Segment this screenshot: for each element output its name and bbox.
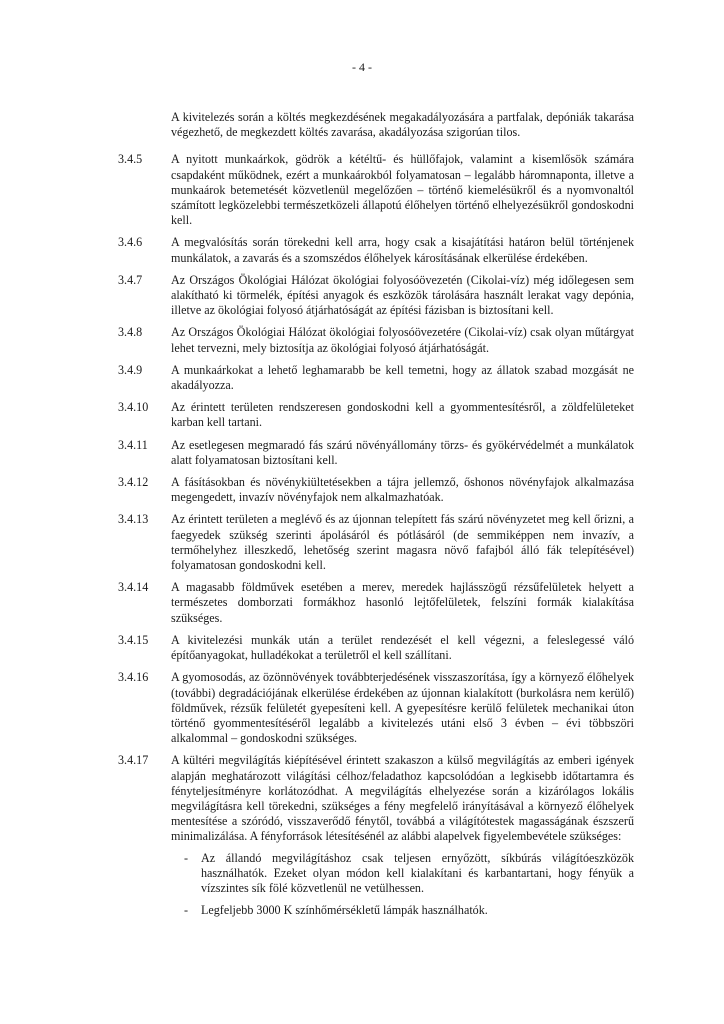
section-number: 3.4.5 (118, 152, 143, 167)
section-text: A gyomosodás, az özönnövények továbbterjedésének visszaszorítása, így a környező élőhelyek (további) degradációjának elkerülése érdekében az újonnan kialakított (burkolásra nem kerülő) földművek, rézsűk felületét gyepesíteni kell. A gyepesítésre kerülő felületek mechanikai úton történő gyommentesítéséről legalább a kivitelezés utáni első 3 évben – évi többszöri alkalommal – gondoskodni szükséges. (171, 670, 634, 746)
section-text: Az Országos Ökológiai Hálózat ökológiai folyosóövezetére (Cikolai-víz) csak olyan műtárgyat lehet tervezni, mely biztosítja az ökológiai folyosó átjárhatóságát. (171, 325, 634, 355)
section-item (118, 152, 634, 228)
section-number: 3.4.13 (118, 512, 149, 527)
section-item (118, 512, 634, 573)
section-item (118, 235, 634, 265)
section-number: 3.4.15 (118, 632, 149, 647)
bullet-dash: - (183, 903, 189, 918)
page-number: - 4 - (352, 60, 372, 74)
section-number: 3.4.14 (118, 580, 149, 595)
section-number: 3.4.17 (118, 753, 149, 768)
section-number: 3.4.11 (118, 437, 148, 452)
section-number: 3.4.6 (118, 235, 143, 250)
section-text: A nyitott munkaárkok, gödrök a kétéltű- és hüllőfajok, valamint a kisemlősök számára csapdaként működnek, ezért a munkaárokból folyamatosan – legalább háromnaponta, illetve a munkaárok betemetését közvetlenül megelőzően – történő kiemelésükről és a nyomvonaltól számított legközelebbi természetközeli állapotú élőhelyen történő elhelyezésükről gondoskodni kell. (171, 152, 634, 228)
section-item (118, 363, 634, 393)
bullet-dash: - (183, 850, 189, 865)
section-item (118, 273, 634, 319)
bullet-text: Az állandó megvilágításhoz csak teljesen ernyőzött, síkbúrás világítóeszközök használhatók. Ezeket olyan módon kell kialakítani és karbantartani, hogy fényük a vízszintes sík fölé közvetlenül ne vetülhessen. (201, 850, 634, 895)
section-item (118, 633, 634, 663)
section-number: 3.4.16 (118, 670, 149, 685)
list-item (171, 903, 634, 918)
bullet-text: Legfeljebb 3000 K színhőmérsékletű lámpák használhatók. (201, 903, 488, 918)
section-number: 3.4.8 (118, 325, 143, 340)
section-text: Az esetlegesen megmaradó fás szárú növényállomány törzs- és gyökérvédelmét a munkálatok alatt folyamatosan biztosítani kell. (171, 437, 634, 467)
section-number: 3.4.10 (118, 400, 149, 415)
section-text: Az Országos Ökológiai Hálózat ökológiai folyosóövezetén (Cikolai-víz) még időlegesen sem alakítható ki törmelék, építési anyagok és eszközök tárolására használt lerakat vagy depónia, illetve az ökológiai folyosó átjárhatóságát az építési fázisban is biztosítani kell. (171, 272, 634, 318)
section-text: Az érintett területen a meglévő és az újonnan telepített fás szárú növényzetet meg kell őrizni, a faegyedek szükség szerinti ápolásáról és pótlásáról (de semmiképpen nem invazív, a termőhelyhez illeszkedő, lehetőség szerint magasra növő fafajból álló fák telepítésével) folyamatosan gondoskodni kell. (171, 512, 634, 573)
section-item (118, 325, 634, 355)
section-text: A kivitelezési munkák után a terület rendezését el kell végezni, a feleslegessé váló építőanyagokat, hulladékokat a területről el kell szállítani. (171, 632, 634, 663)
section-text: Az érintett területen rendszeresen gondoskodni kell a gyommentesítésről, a zöldfelületeket karban kell tartani. (171, 400, 634, 430)
section-item (118, 753, 634, 925)
section-text: A megvalósítás során törekedni kell arra, hogy csak a kisajátítási határon belül történjenek munkálatok, a zavarás és a szomszédos élőhelyek károsításának elkerülése érdekében. (171, 235, 634, 265)
intro-paragraph: A kivitelezés során a költés megkezdésének megakadályozására a partfalak, depóniák takarása végezhető, de megkezdett költés zavarása, akadályozása szigorúan tilos. (171, 110, 634, 140)
section-item (118, 580, 634, 626)
list-item (171, 851, 634, 897)
section-text (171, 753, 634, 925)
document-body (118, 110, 634, 932)
section-item (118, 438, 634, 468)
section-item (118, 670, 634, 746)
section-text-paragraph: A kültéri megvilágítás kiépítésével érintett szakaszon a külső megvilágítás az emberi igények alapján meghatározott világítási célhoz/feladathoz kapcsolódóan a legkisebb időtartamra és fényteljesítményre korlátozódhat. A megvilágítás elhelyezése során a kizárólagos lokális megvilágításra kell törekedni, szükséges a fény megfelelő irányításával a környező élőhelyek mentesítése a szóródó, visszaverődő fénytől, továbbá a világítótestek magasságának észszerű minimalizálása. A fényforrások létesítésénél az alábbi alapelvek figyelembevétele szükséges: (171, 753, 634, 844)
bullet-list (171, 851, 634, 919)
section-number: 3.4.9 (118, 362, 143, 377)
section-item (118, 400, 634, 430)
section-item (118, 475, 634, 505)
section-text: A munkaárkokat a lehető leghamarabb be kell temetni, hogy az állatok szabad mozgását ne akadályozza. (171, 362, 634, 393)
section-text: A magasabb földművek esetében a merev, meredek hajlásszögű rézsűfelületek helyett a természetes domborzati formákhoz hasonló lejtőfelületek, felszíni formák kialakítása szükséges. (171, 580, 634, 625)
section-number: 3.4.12 (118, 475, 149, 490)
section-text: A fásításokban és növénykiültetésekben a tájra jellemző, őshonos növényfajok alkalmazása megengedett, invazív növényfajok nem alkalmazhatóak. (171, 475, 634, 505)
section-number: 3.4.7 (118, 272, 143, 287)
